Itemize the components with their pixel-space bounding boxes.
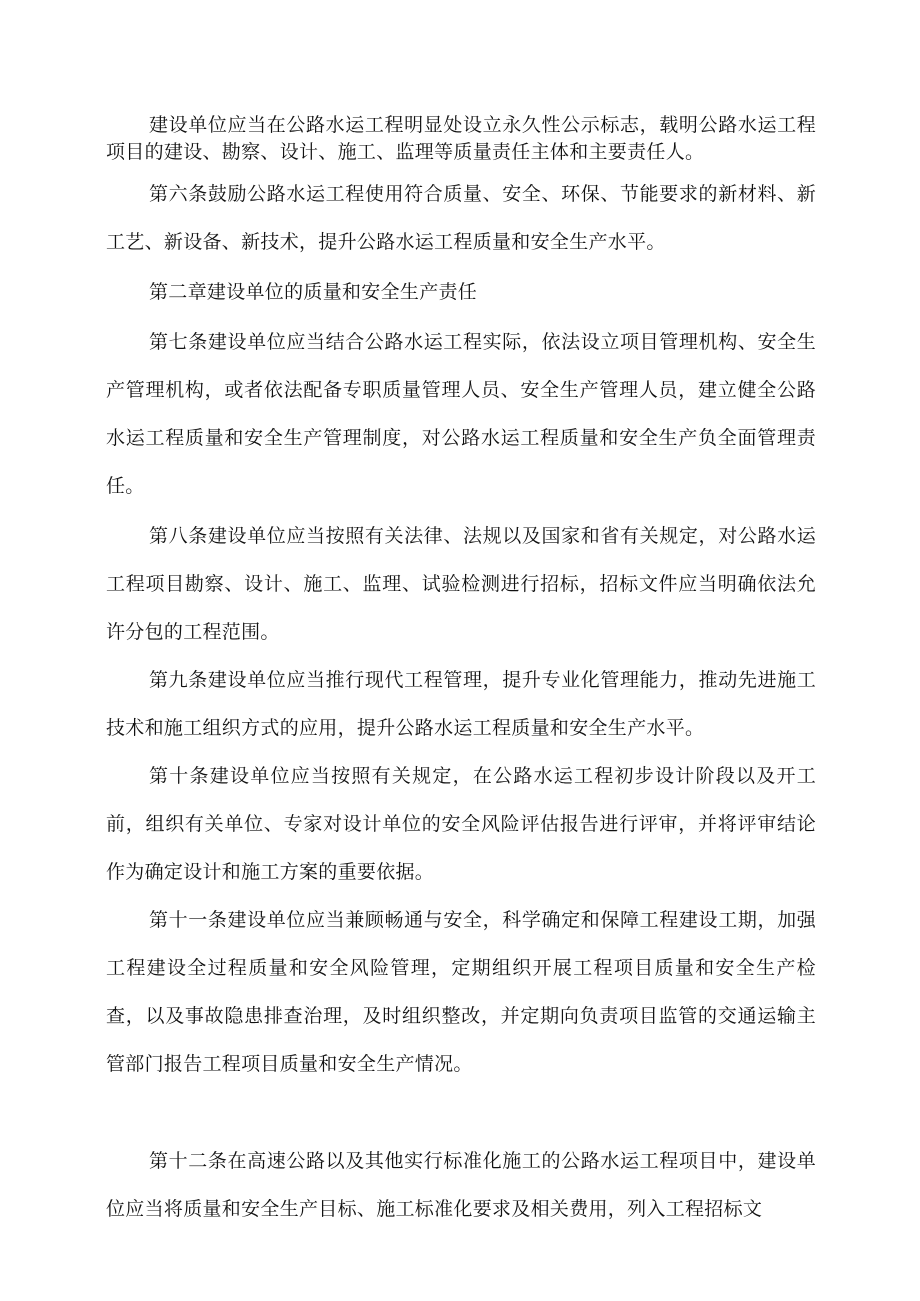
paragraph-article-10: 第十条建设单位应当按照有关规定，在公路水运工程初步设计阶段以及开工前，组织有关单位、专家对设计单位的安全风险评估报告进行评审，并将评审结论作为确定设计和施工方案的重要依据。 [106, 765, 816, 883]
paragraph-article-7: 第七条建设单位应当结合公路水运工程实际，依法设立项目管理机构、安全生产管理机构，或者依法配备专职质量管理人员、安全生产管理人员，建立健全公路水运工程质量和安全生产管理制度，对公路水运工程质量和安全生产负全面管理责任。 [106, 331, 816, 497]
paragraph-article-9: 第九条建设单位应当推行现代工程管理，提升专业化管理能力，推动先进施工技术和施工组织方式的应用，提升公路水运工程质量和安全生产水平。 [106, 669, 816, 739]
paragraph-article-6: 第六条鼓励公路水运工程使用符合质量、安全、环保、节能要求的新材料、新工艺、新设备、新技术，提升公路水运工程质量和安全生产水平。 [106, 183, 816, 253]
paragraph-article-8: 第八条建设单位应当按照有关法律、法规以及国家和省有关规定，对公路水运工程项目勘察、设计、施工、监理、试验检测进行招标，招标文件应当明确依法允许分包的工程范围。 [106, 525, 816, 643]
paragraph-public-notice: 建设单位应当在公路水运工程明显处设立永久性公示标志，载明公路水运工程项目的建设、勘察、设计、施工、监理等质量责任主体和主要责任人。 [106, 114, 816, 163]
paragraph-article-11: 第十一条建设单位应当兼顾畅通与安全，科学确定和保障工程建设工期，加强工程建设全过程质量和安全风险管理，定期组织开展工程项目质量和安全生产检查，以及事故隐患排查治理，及时组织整改，并定期向负责项目监管的交通运输主管部门报告工程项目质量和安全生产情况。 [106, 909, 816, 1075]
paragraph-article-12: 第十二条在高速公路以及其他实行标准化施工的公路水运工程项目中，建设单位应当将质量和安全生产目标、施工标准化要求及相关费用，列入工程招标文 [106, 1150, 816, 1220]
chapter-2-heading: 第二章建设单位的质量和安全生产责任 [149, 281, 478, 303]
